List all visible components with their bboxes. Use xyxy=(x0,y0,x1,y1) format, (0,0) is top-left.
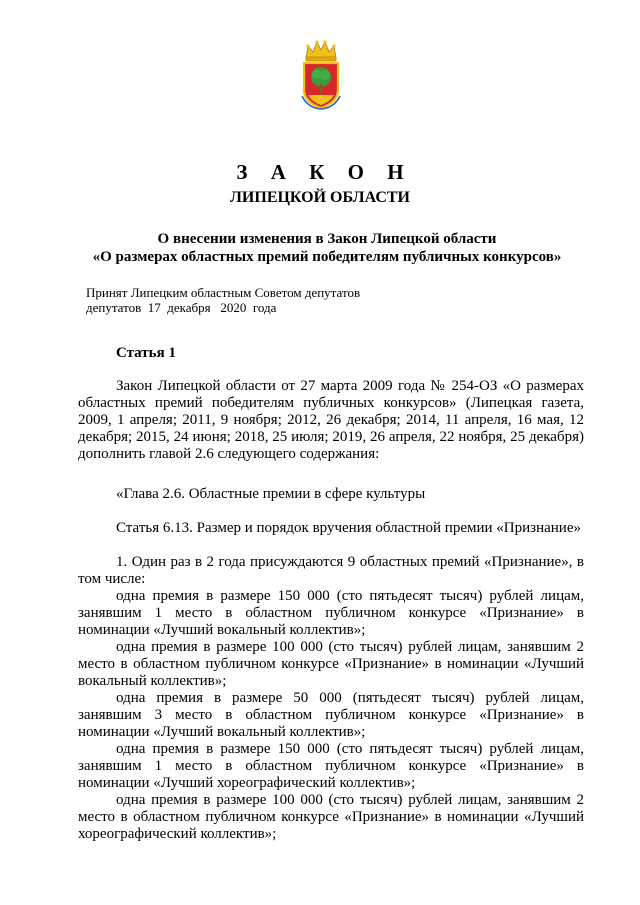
chapter-title: «Глава 2.6. Областные премии в сфере культуры xyxy=(116,486,426,502)
list-item: одна премия в размере 150 000 (сто пятьдесят тысяч) рублей лицам, занявшим 1 место в областном публичном конкурсе «Признание» в номинации «Лучший вокальный коллектив»; xyxy=(78,588,584,638)
point-1: 1. Один раз в 2 года присуждаются 9 областных премий «Признание», в том числе: xyxy=(78,554,584,587)
statute-title: Статья 6.13. Размер и порядок вручения областной премии «Признание» xyxy=(116,520,581,536)
point-block xyxy=(78,554,584,843)
law-heading xyxy=(60,230,594,266)
coat-of-arms-icon xyxy=(300,38,342,110)
article-title: Статья 1 xyxy=(116,345,176,361)
list-item: одна премия в размере 100 000 (сто тысяч) рублей лицам, занявшим 2 место в областном публичном конкурсе «Признание» в номинации «Лучший вокальный коллектив»; xyxy=(78,639,584,689)
list-item: одна премия в размере 50 000 (пятьдесят тысяч) рублей лицам, занявшим 3 место в областном публичном конкурсе «Признание» в номинации «Лучший вокальный коллектив»; xyxy=(78,690,584,740)
article-intro-block xyxy=(78,378,584,463)
adoption-note-line-2: депутатов 17 декабря 2020 года xyxy=(86,300,277,315)
region-title: ЛИПЕЦКОЙ ОБЛАСТИ xyxy=(230,189,410,206)
list-item: одна премия в размере 150 000 (сто пятьдесят тысяч) рублей лицам, занявшим 1 место в областном публичном конкурсе «Признание» в номинации «Лучший хореографический коллектив»; xyxy=(78,741,584,791)
adoption-note-line-1: Принят Липецким областным Советом депутатов xyxy=(86,285,361,300)
law-heading-line-1: О внесении изменения в Закон Липецкой области xyxy=(157,231,497,247)
statute-block xyxy=(78,520,584,537)
adoption-note xyxy=(86,285,360,315)
list-item: одна премия в размере 100 000 (сто тысяч) рублей лицам, занявшим 2 место в областном публичном конкурсе «Признание» в номинации «Лучший хореографический коллектив»; xyxy=(78,792,584,842)
chapter-block xyxy=(78,486,584,503)
article-intro: Закон Липецкой области от 27 марта 2009 года № 254-ОЗ «О размерах областных премий победителям публичных конкурсов» (Липецкая газета, 2009, 1 апреля; 2011, 9 ноября; 2012, 26 декабря; 2014, 11 апреля, 16 мая, 12 декабря; 2015, 24 июня; 2018, 25 июля; 2019, 26 апреля, 22 ноября, 25 декабря) дополнить главой 2.6 следующего содержания: xyxy=(78,378,584,462)
document-type-title: З А К О Н xyxy=(236,160,413,184)
law-heading-line-2: «О размерах областных премий победителям публичных конкурсов» xyxy=(92,249,562,265)
